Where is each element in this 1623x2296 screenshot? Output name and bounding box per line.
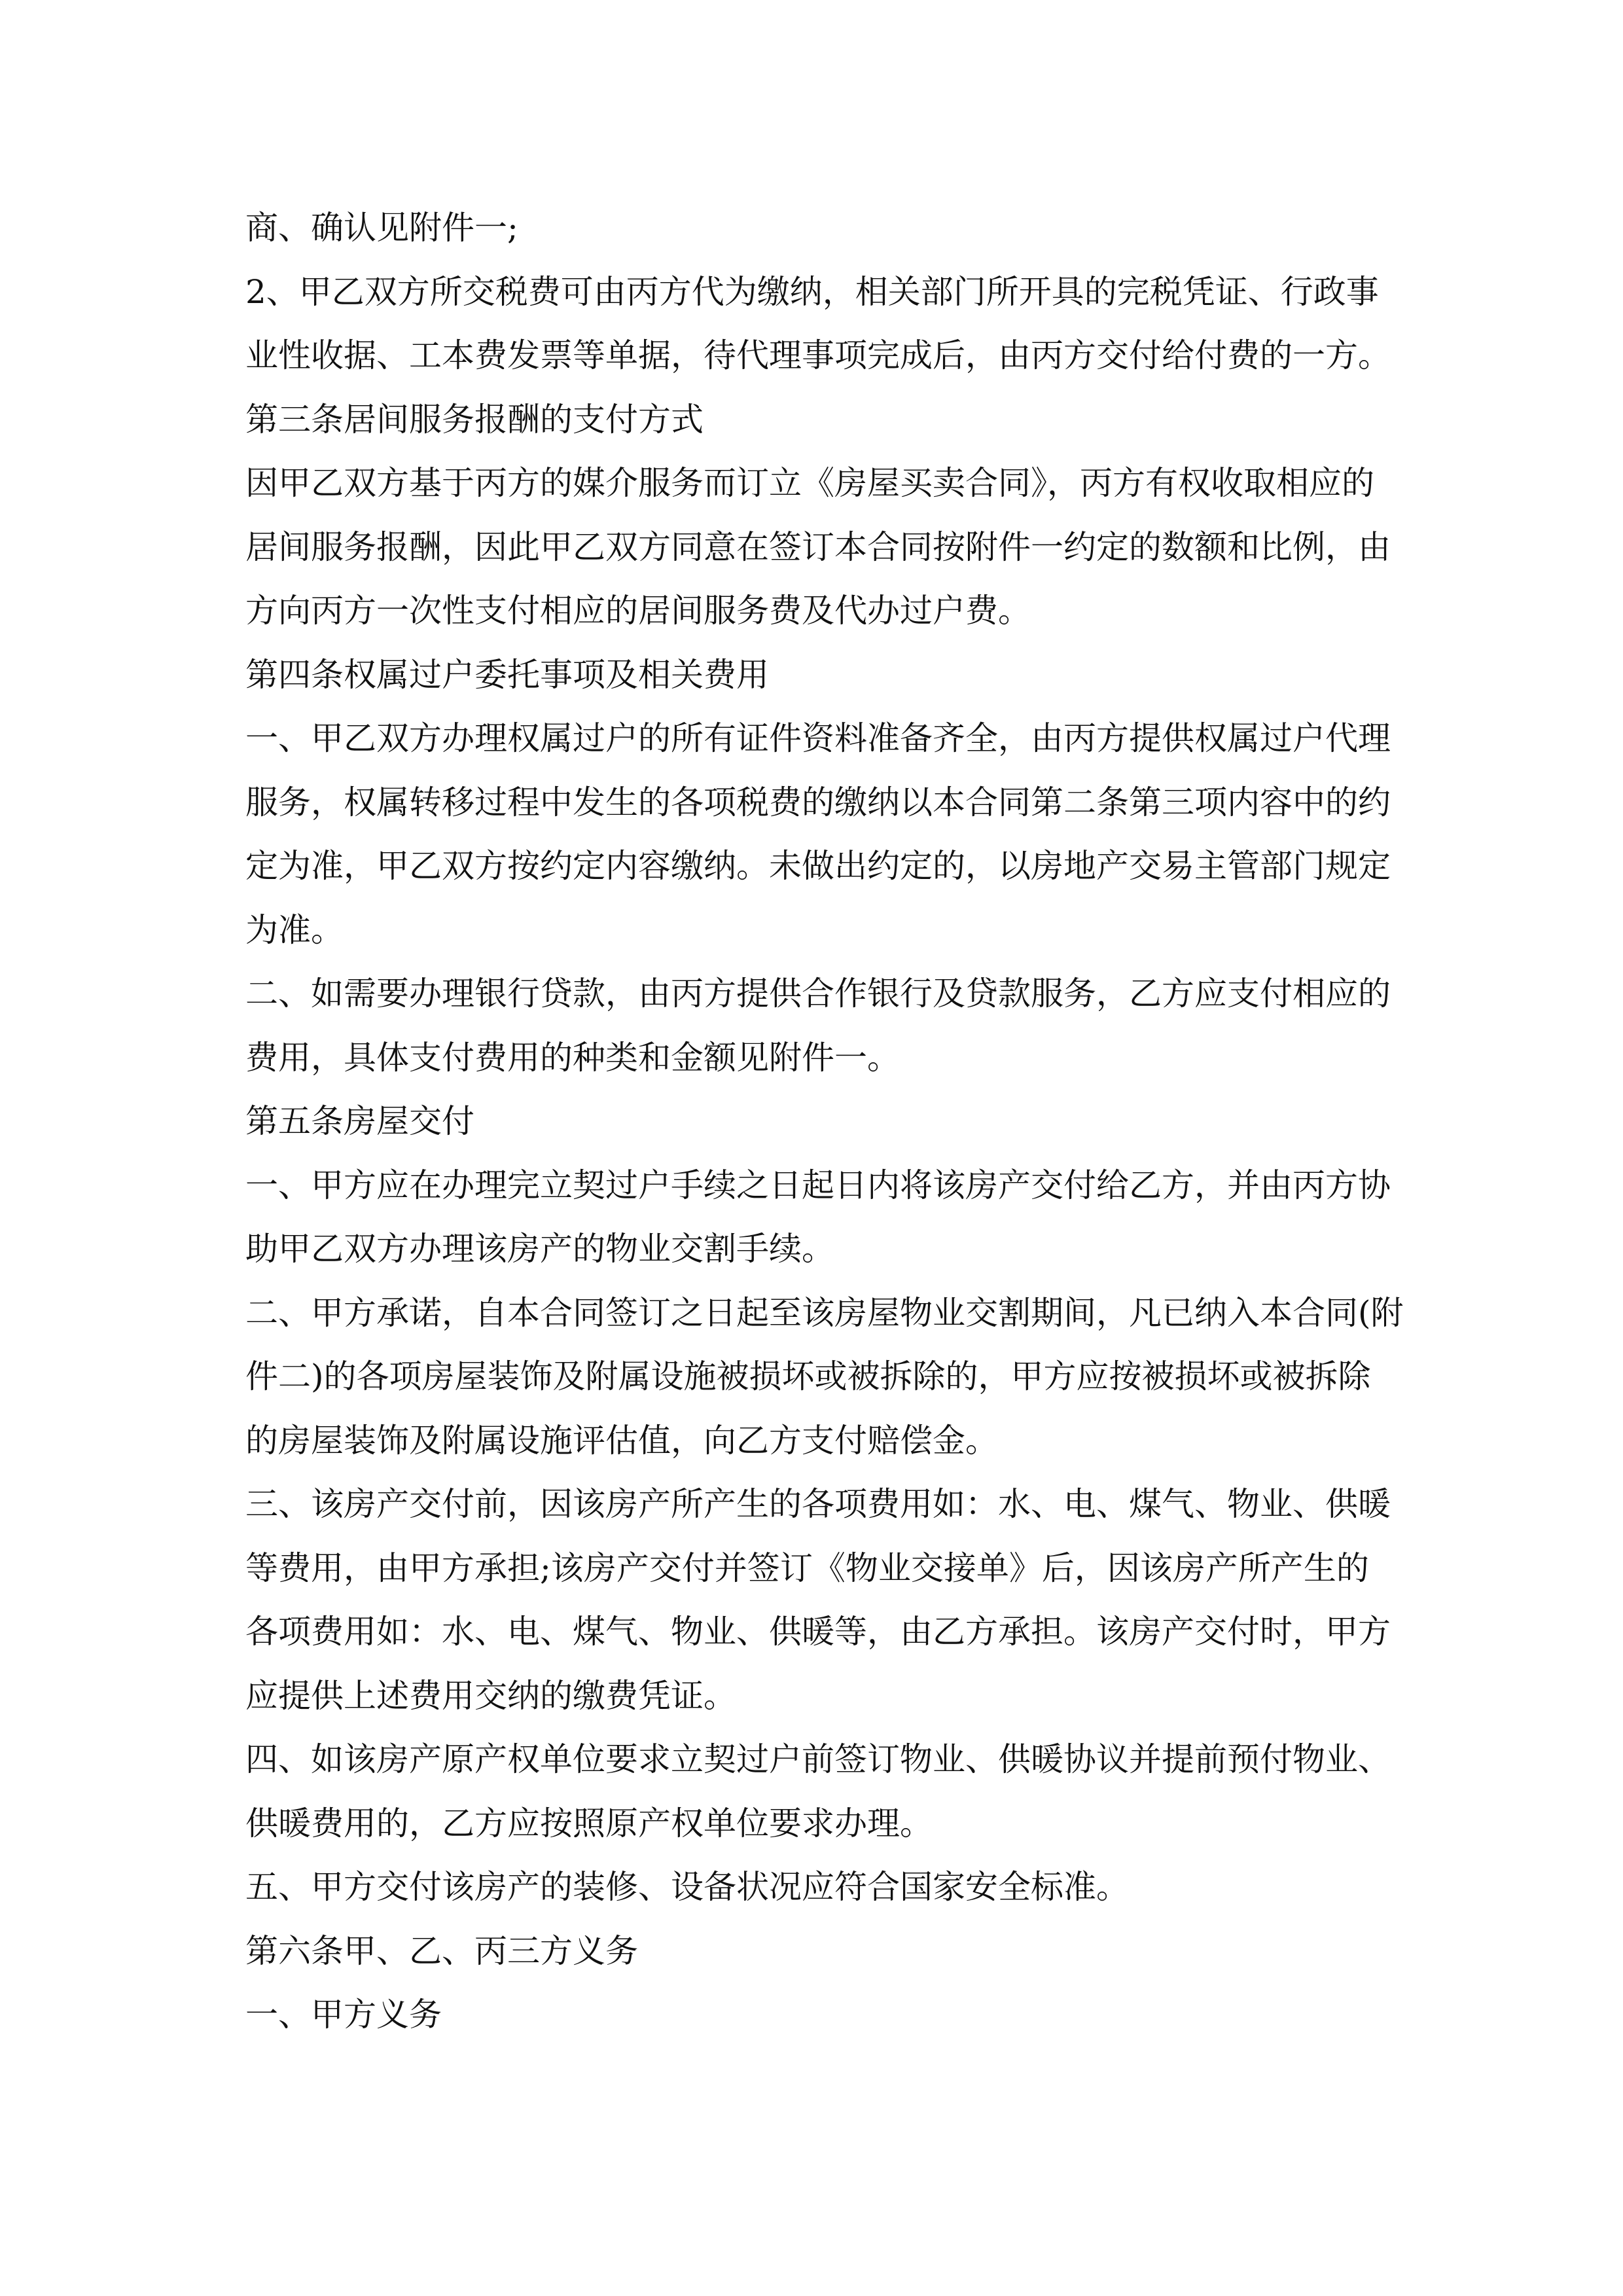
text-line: 定为准，甲乙双方按约定内容缴纳。未做出约定的，以房地产交易主管部门规定 xyxy=(245,847,1391,885)
text-line: 方向丙方一次性支付相应的居间服务费及代办过户费。 xyxy=(245,592,1031,630)
text-line: 居间服务报酬，因此甲乙双方同意在签订本合同按附件一约定的数额和比例，由 xyxy=(245,528,1391,566)
document-body xyxy=(245,196,1404,2047)
section-heading: 第五条房屋交付 xyxy=(245,1102,474,1140)
text-line: 2、甲乙双方所交税费可由丙方代为缴纳，相关部门所开具的完税凭证、行政事 xyxy=(245,272,1379,311)
text-line: 因甲乙双方基于丙方的媒介服务而订立《房屋买卖合同》，丙方有权收取相应的 xyxy=(245,464,1374,502)
text-line: 一、甲方应在办理完立契过户手续之日起日内将该房产交付给乙方，并由丙方协 xyxy=(245,1166,1391,1204)
section-heading: 第三条居间服务报酬的支付方式 xyxy=(245,400,704,439)
text-line: 二、如需要办理银行贷款，由丙方提供合作银行及贷款服务，乙方应支付相应的 xyxy=(245,975,1391,1013)
text-line: 一、甲乙双方办理权属过户的所有证件资料准备齐全，由丙方提供权属过户代理 xyxy=(245,719,1391,757)
section-heading: 第六条甲、乙、丙三方义务 xyxy=(245,1931,638,1970)
text-line: 等费用，由甲方承担;该房产交付并签订《物业交接单》后，因该房产所产生的 xyxy=(245,1549,1369,1587)
text-line: 各项费用如：水、电、煤气、物业、供暖等，由乙方承担。该房产交付时，甲方 xyxy=(245,1613,1391,1651)
text-line: 二、甲方承诺，自本合同签订之日起至该房屋物业交割期间，凡已纳入本合同(附 xyxy=(245,1293,1404,1332)
text-line: 一、甲方义务 xyxy=(245,1996,442,2034)
text-line: 业性收据、工本费发票等单据，待代理事项完成后，由丙方交付给付费的一方。 xyxy=(245,336,1391,374)
text-line: 费用，具体支付费用的种类和金额见附件一。 xyxy=(245,1038,900,1077)
text-line: 三、该房产交付前，因该房产所产生的各项费用如：水、电、煤气、物业、供暖 xyxy=(245,1485,1391,1523)
text-line: 件二)的各项房屋装饰及附属设施被损坏或被拆除的，甲方应按被损坏或被拆除 xyxy=(245,1357,1371,1395)
text-line: 商、确认见附件一; xyxy=(245,209,518,247)
text-line: 服务，权属转移过程中发生的各项税费的缴纳以本合同第二条第三项内容中的约 xyxy=(245,783,1391,821)
text-line: 四、如该房产原产权单位要求立契过户前签订物业、供暖协议并提前预付物业、 xyxy=(245,1740,1391,1778)
text-line: 的房屋装饰及附属设施评估值，向乙方支付赔偿金。 xyxy=(245,1421,998,1460)
text-line: 为准。 xyxy=(245,910,344,949)
text-line: 五、甲方交付该房产的装修、设备状况应符合国家安全标准。 xyxy=(245,1868,1129,1906)
text-line: 助甲乙双方办理该房产的物业交割手续。 xyxy=(245,1230,834,1268)
text-line: 应提供上述费用交纳的缴费凭证。 xyxy=(245,1676,736,1715)
text-line: 供暖费用的，乙方应按照原产权单位要求办理。 xyxy=(245,1804,933,1842)
section-heading: 第四条权属过户委托事项及相关费用 xyxy=(245,655,769,694)
